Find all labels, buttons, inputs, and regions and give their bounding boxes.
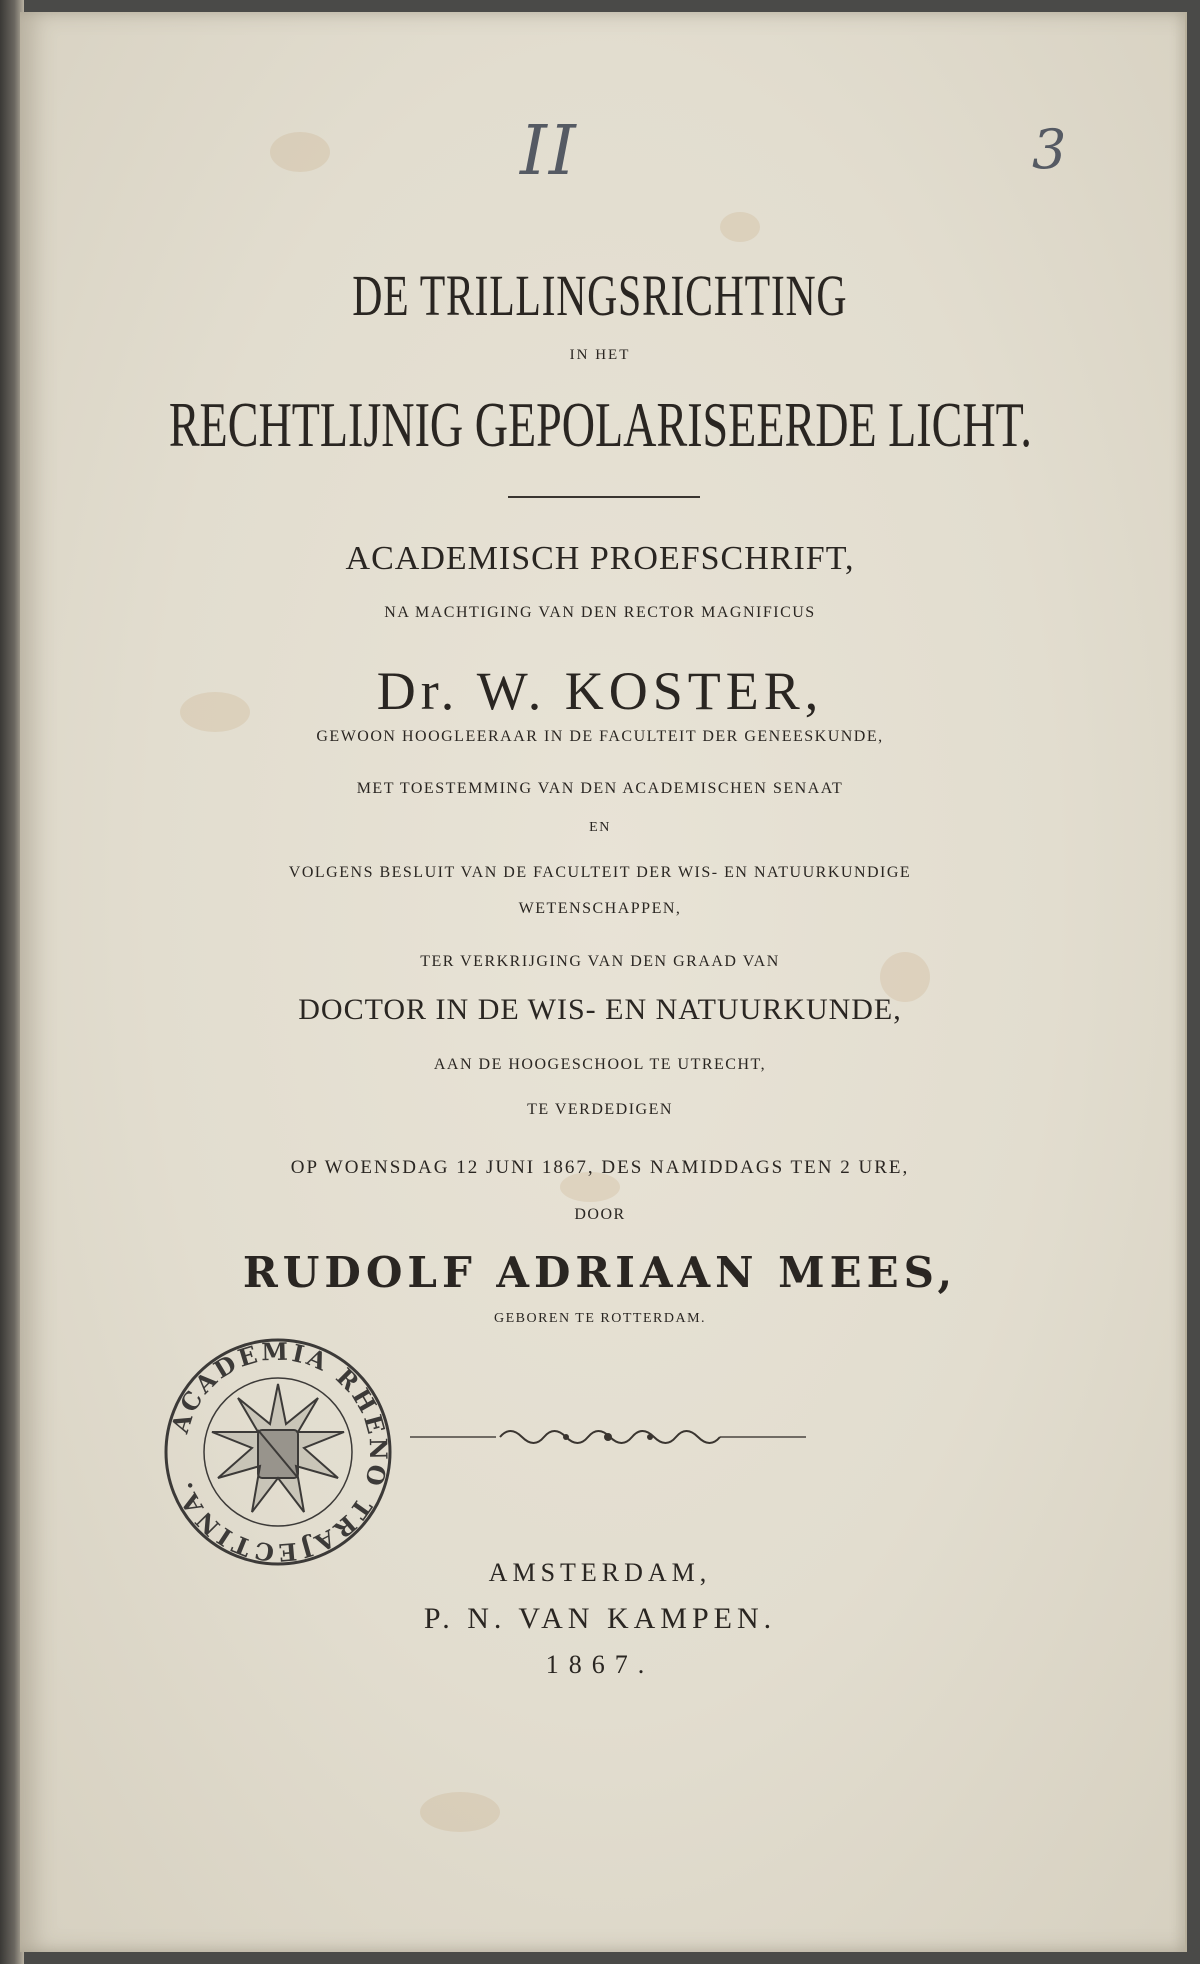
title-line-1: DE TRILLINGSRICHTING xyxy=(352,263,848,328)
degree-title: DOCTOR IN DE WIS- EN NATUURKUNDE, xyxy=(298,993,902,1026)
defense-date: OP WOENSDAG 12 JUNI 1867, DES NAMIDDAGS TEN 2 URE, xyxy=(290,1157,910,1178)
authorization-line: NA MACHTIGING VAN DEN RECTOR MAGNIFICUS xyxy=(384,604,816,621)
faculty-decision-line-2: WETENSCHAPPEN, xyxy=(518,900,682,917)
svg-text:ACADEMIA RHENO TRAJECTINA.: ACADEMIA RHENO TRAJECTINA. xyxy=(165,1336,394,1568)
degree-intro: TER VERKRIJGING VAN DEN GRAAD VAN xyxy=(420,953,780,970)
imprint-city: AMSTERDAM, xyxy=(488,1558,712,1587)
title-divider xyxy=(508,496,700,498)
by-line: DOOR xyxy=(574,1206,626,1223)
conjunction: EN xyxy=(589,820,611,835)
senate-consent: MET TOESTEMMING VAN DEN ACADEMISCHEN SENAAT xyxy=(356,780,844,797)
title-line-2: IN HET xyxy=(569,347,631,363)
handwritten-page-number: 3 xyxy=(1032,118,1069,181)
thesis-heading: ACADEMISCH PROEFSCHRIFT, xyxy=(345,540,855,577)
author-birthplace: GEBOREN TE ROTTERDAM. xyxy=(493,1311,707,1326)
faculty-decision-line-1: VOLGENS BESLUIT VAN DE FACULTEIT DER WIS- EN NATUURKUNDIGE xyxy=(288,864,912,881)
imprint-publisher: P. N. VAN KAMPEN. xyxy=(423,1602,777,1635)
imprint-year: 1867. xyxy=(545,1650,655,1679)
decorative-ornament xyxy=(410,1422,806,1452)
title-line-3: RECHTLIJNIG GEPOLARISEERDE LICHT. xyxy=(168,389,1032,460)
university-line: AAN DE HOOGESCHOOL TE UTRECHT, xyxy=(433,1056,767,1073)
handwritten-roman-numeral: II xyxy=(520,112,578,191)
author-name: RUDOLF ADRIAAN MEES, xyxy=(242,1248,958,1297)
rector-role: GEWOON HOOGLEERAAR IN DE FACULTEIT DER GENEESKUNDE, xyxy=(316,728,884,745)
defend-line: TE VERDEDIGEN xyxy=(527,1101,673,1118)
rector-name: Dr. W. KOSTER, xyxy=(376,661,824,721)
university-seal-stamp xyxy=(158,1332,398,1572)
